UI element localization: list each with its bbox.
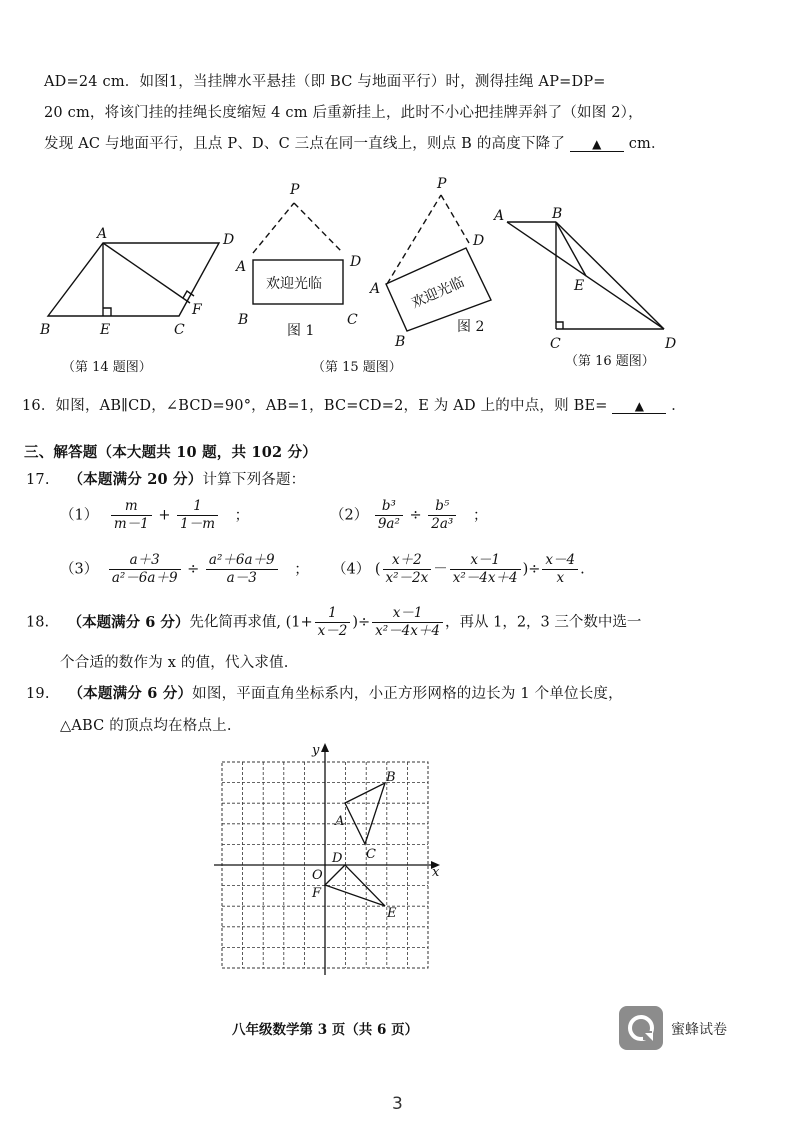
q17-p3-frac1-num: a＋3: [109, 552, 181, 570]
q18-op: ÷: [358, 614, 371, 631]
q16-answer-blank: [612, 399, 666, 414]
page-footer: 八年级数学第 3 页（共 6 页）: [232, 1022, 419, 1038]
fig14-right-angle-e: [103, 308, 111, 316]
q16-line: [22, 396, 686, 416]
q17-p4-op2: ÷: [528, 561, 541, 578]
fig14-segment-af: [103, 243, 190, 303]
fig16-bd: [556, 222, 664, 329]
q18-text1: 先化简再求值,: [189, 614, 281, 631]
fig14-caption: （第 14 题图）: [62, 360, 152, 375]
fig15-label-1: 图 1: [287, 323, 315, 339]
y-axis-label: y: [312, 743, 320, 758]
fig15b-sign-text: 欢迎光临: [409, 274, 467, 312]
q17-p2-no: （2）: [330, 507, 369, 524]
x-axis-label: x: [432, 865, 440, 880]
fig16-label-c: C: [550, 336, 561, 352]
fig16-label-e: E: [574, 278, 585, 294]
q18-score: （本题满分 6 分）: [67, 613, 190, 631]
y-axis-arrow: [321, 743, 329, 752]
q19-text1: 如图，平面直角坐标系内，小正方形网格的边长为 1 个单位长度，: [192, 686, 623, 702]
q17-header: [26, 470, 305, 490]
q15-line1: AD=24 cm．如图1，当挂牌水平悬挂（即 BC 与地面平行）时，测得挂绳 AP=DP=: [44, 74, 606, 90]
q17-p3-frac2-num: a²＋6a＋9: [206, 552, 278, 570]
logo-text: 蜜蜂试卷: [671, 1022, 727, 1038]
fig15-label-2: 图 2: [457, 319, 485, 335]
q17-p2-frac2-den: 2a³: [431, 516, 454, 532]
q19-score: （本题满分 6 分）: [68, 685, 193, 702]
q19-line2: △ABC 的顶点均在格点上.: [60, 718, 232, 734]
q17-p3-frac1-den: a²－6a＋9: [111, 570, 178, 586]
q17-number: 17.: [26, 472, 50, 488]
q18-line2: 个合适的数作为 x 的值，代入求值.: [60, 655, 289, 671]
blank-triangle: ▲: [592, 137, 602, 151]
fig15a-sign-text: 欢迎光临: [266, 276, 322, 292]
q17-p1-frac2-num: 1: [177, 498, 218, 516]
fig14-label-e: E: [100, 322, 111, 338]
answer-blank: [570, 137, 624, 152]
q17-part2: [330, 498, 487, 533]
fig15b-label-d: D: [473, 233, 485, 249]
label-d: D: [332, 851, 343, 866]
q17-p1-op: +: [158, 507, 171, 524]
q17-p3-no: （3）: [60, 561, 99, 578]
fig16-label-d: D: [665, 336, 677, 352]
q17-p4-frac2-den: x²－4x＋4: [452, 570, 518, 586]
q17-score: （本题满分 20 分）: [68, 471, 203, 488]
q17-p4-frac2-num: x－1: [450, 552, 521, 570]
fig16-right-angle-c: [556, 322, 563, 329]
q17-p1-frac2-den: 1－m: [180, 516, 215, 532]
origin-label: O: [312, 868, 323, 883]
label-e: E: [387, 906, 397, 921]
app-logo: [619, 1006, 663, 1050]
q17-p2-end: ；: [472, 507, 488, 524]
q18-paren-open: (1+: [285, 614, 313, 631]
q17-part4: [332, 552, 585, 587]
q17-p4-frac1-num: x＋2: [383, 552, 432, 570]
triangle-abc: [345, 783, 385, 844]
q18-frac1-num: 1: [315, 605, 351, 623]
q17-part3: [60, 552, 309, 587]
q15-line3: [44, 134, 666, 154]
label-b: B: [386, 770, 396, 785]
fig14-label-a: A: [97, 226, 108, 242]
fig15a-label-p: P: [290, 182, 300, 198]
q17-p2-frac2-num: b⁵: [428, 498, 456, 516]
label-a: A: [335, 814, 345, 829]
logo-icon: [619, 1006, 663, 1050]
q17-part1: [60, 498, 249, 533]
q16-end: ．: [671, 398, 686, 414]
q17-p4-end: .: [580, 561, 585, 578]
q17-p2-frac1-num: b³: [375, 498, 403, 516]
q17-p2-frac1-den: 9a²: [377, 516, 400, 532]
q17-p4-frac3-den: x: [556, 570, 565, 586]
q17-p4-op1: －: [433, 561, 448, 578]
figures-14-15-16: [0, 170, 794, 380]
q19-number: 19.: [26, 686, 50, 702]
q17-p4-no: （4）: [332, 561, 371, 578]
fig16-label-a: A: [494, 208, 505, 224]
page-number: 3: [392, 1094, 403, 1114]
q18-text2: ，再从 1，2，3 三个数中选一: [444, 614, 642, 631]
fig15b-label-b: B: [395, 334, 406, 350]
q18-line1: [26, 605, 641, 640]
fig15b-rope-dp: [441, 195, 469, 243]
q17-p4-close: ): [522, 561, 529, 578]
q17-p1-frac1-den: m－1: [113, 516, 149, 532]
fig15a-label-a: A: [236, 259, 247, 275]
fig15a-label-d: D: [350, 254, 362, 270]
fig15a-label-b: B: [238, 312, 249, 328]
fig14-label-b: B: [40, 322, 51, 338]
fig15a-rope-ap: [253, 203, 294, 253]
q17-p3-end: ；: [294, 561, 309, 578]
q17-p1-end: ；: [234, 507, 250, 524]
fig14-label-f: F: [192, 302, 202, 318]
q16-text: 16．如图，AB∥CD，∠BCD=90°，AB=1，BC=CD=2，E 为 AD 上的中点，则 BE=: [22, 398, 608, 414]
q17-p2-op: ÷: [409, 507, 422, 524]
q18-frac2-num: x－1: [372, 605, 443, 623]
q17-p1-no: （1）: [60, 507, 99, 524]
q19-coordinate-grid: [200, 740, 450, 980]
fig16-be: [556, 222, 586, 276]
fig15a-rope-dp: [294, 203, 343, 253]
fig15-caption: （第 15 题图）: [312, 360, 402, 375]
fig16-label-b: B: [552, 206, 563, 222]
q15-line3-text: 发现 AC 与地面平行，且点 P、D、C 三点在同一直线上，则点 B 的高度下降了: [44, 136, 566, 152]
q18-paren-close: ): [352, 614, 358, 631]
q19-line1: [26, 684, 623, 704]
q17-p3-frac2-den: a－3: [226, 570, 257, 586]
q17-p1-frac1-num: m: [111, 498, 152, 516]
q17-p4-open: (: [374, 561, 381, 578]
q17-text: 计算下列各题：: [202, 472, 306, 488]
q17-p4-frac3-num: x－4: [542, 552, 578, 570]
fig15a-label-c: C: [347, 312, 358, 328]
label-f: F: [312, 886, 322, 901]
q17-p3-op: ÷: [187, 561, 200, 578]
fig15b-label-p: P: [437, 176, 447, 192]
fig14-label-c: C: [174, 322, 185, 338]
q17-p4-frac1-den: x²－2x: [385, 570, 429, 586]
blank-triangle: ▲: [634, 399, 645, 413]
fig15b-label-a: A: [370, 281, 381, 297]
q15-line3-end: cm．: [628, 136, 666, 152]
section-3-title: 三、解答题（本大题共 10 题，共 102 分）: [24, 444, 317, 461]
fig14-label-d: D: [223, 232, 235, 248]
q18-frac2-den: x²－4x＋4: [375, 623, 440, 639]
q15-line2: 20 cm，将该门挂的挂绳长度缩短 4 cm 后重新挂上，此时不小心把挂牌弄斜了（如图 2），: [44, 105, 643, 121]
label-c: C: [366, 847, 376, 862]
fig16-caption: （第 16 题图）: [565, 354, 655, 369]
q18-frac1-den: x－2: [317, 623, 348, 639]
q18-number: 18.: [26, 614, 50, 631]
